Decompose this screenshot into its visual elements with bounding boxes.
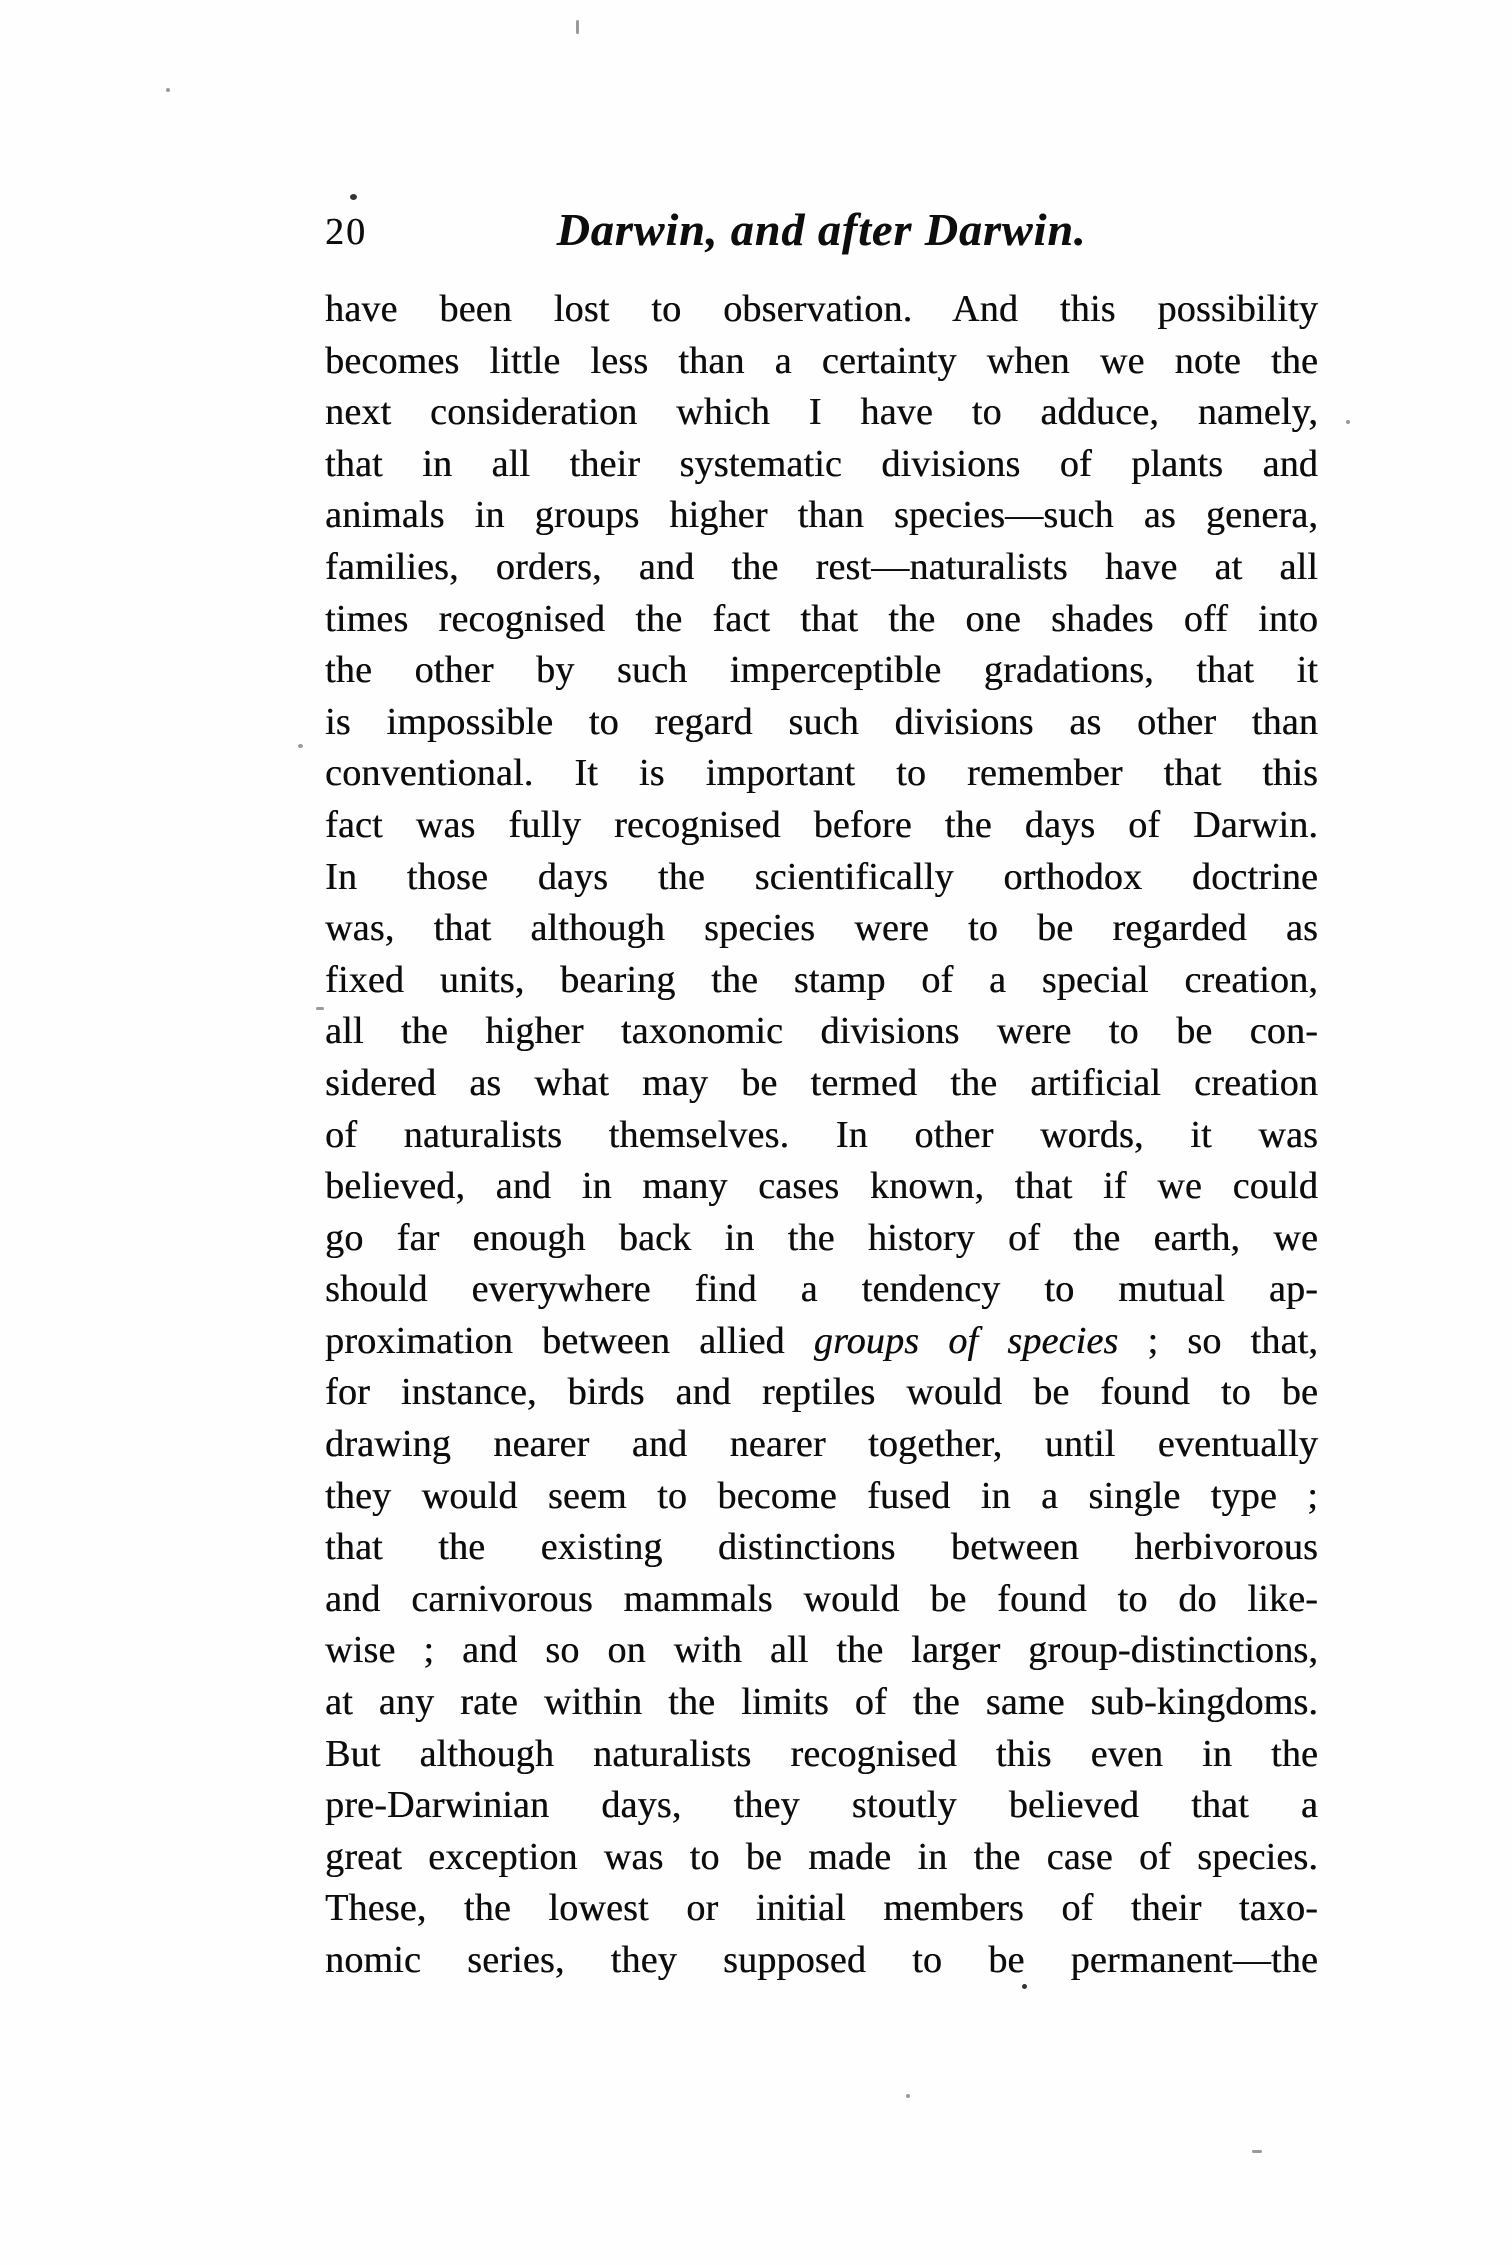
scan-speck [166, 88, 170, 92]
text-line: drawing nearer and nearer together, until eventually [325, 1423, 1318, 1466]
text-line: But although naturalists recognised this even in the [325, 1732, 1318, 1775]
text-line: These, the lowest or initial members of their taxo- [325, 1887, 1318, 1930]
text-line: animals in groups higher than species—such as genera, [325, 494, 1318, 537]
text-line: go far enough back in the history of the earth, we [325, 1216, 1318, 1259]
text-line: have been lost to observation. And this possibility [325, 288, 1318, 330]
text-line: next consideration which I have to adduce, namely, [325, 391, 1318, 434]
text-line: conventional. It is important to remember that this [325, 752, 1318, 795]
text-line: great exception was to be made in the case of species. [325, 1835, 1318, 1878]
text-line: In those days the scientifically orthodox doctrine [325, 855, 1318, 898]
text-line: at any rate within the limits of the same sub-kingdoms. [325, 1681, 1318, 1724]
text-line: sidered as what may be termed the artificial creation [325, 1061, 1318, 1104]
text-line: proximation between allied groups of species ; so that, [325, 1319, 1319, 1362]
text-line: they would seem to become fused in a single type ; [325, 1474, 1318, 1517]
scan-speck [906, 2094, 910, 2098]
text-line: was, that although species were to be regarded as [325, 907, 1318, 950]
text-line: fixed units, bearing the stamp of a special creation, [325, 958, 1318, 1001]
scan-speck [298, 744, 303, 748]
text-line: the other by such imperceptible gradations, that it [325, 649, 1318, 692]
text-line: is impossible to regard such divisions as other than [325, 700, 1318, 743]
scan-speck [350, 194, 357, 200]
running-header [325, 203, 1318, 259]
page-number: 20 [325, 211, 367, 253]
text-line: nomic series, they supposed to be permanent—the [325, 1939, 1318, 1981]
scan-speck [1346, 420, 1350, 424]
text-line: and carnivorous mammals would be found to do like- [325, 1577, 1318, 1620]
text-line: times recognised the fact that the one shades off into [325, 597, 1318, 640]
running-title: Darwin, and after Darwin. [556, 204, 1087, 255]
page-text [325, 284, 1318, 1987]
text-line: families, orders, and the rest—naturalists have at all [325, 545, 1318, 588]
text-line: of naturalists themselves. In other words, it was [325, 1113, 1318, 1156]
text-line: pre-Darwinian days, they stoutly believed that a [325, 1784, 1318, 1827]
text-line: wise ; and so on with all the larger group-distinctions, [325, 1629, 1318, 1672]
scan-speck [316, 1007, 324, 1010]
text-line: that the existing distinctions between herbivorous [325, 1526, 1318, 1569]
text-line: becomes little less than a certainty when we note the [325, 339, 1318, 382]
scan-speck [576, 20, 579, 34]
text-line: that in all their systematic divisions of plants and [325, 442, 1318, 485]
text-line: fact was fully recognised before the days of Darwin. [325, 803, 1318, 846]
text-line: for instance, birds and reptiles would be found to be [325, 1371, 1318, 1414]
text-line: should everywhere find a tendency to mutual ap- [325, 1268, 1318, 1311]
scan-speck [1252, 2150, 1262, 2153]
text-line: believed, and in many cases known, that if we could [325, 1165, 1318, 1208]
text-line: all the higher taxonomic divisions were to be con- [325, 1010, 1318, 1053]
scan-speck [1022, 1984, 1027, 1989]
italic-phrase: groups of species [813, 1319, 1119, 1362]
